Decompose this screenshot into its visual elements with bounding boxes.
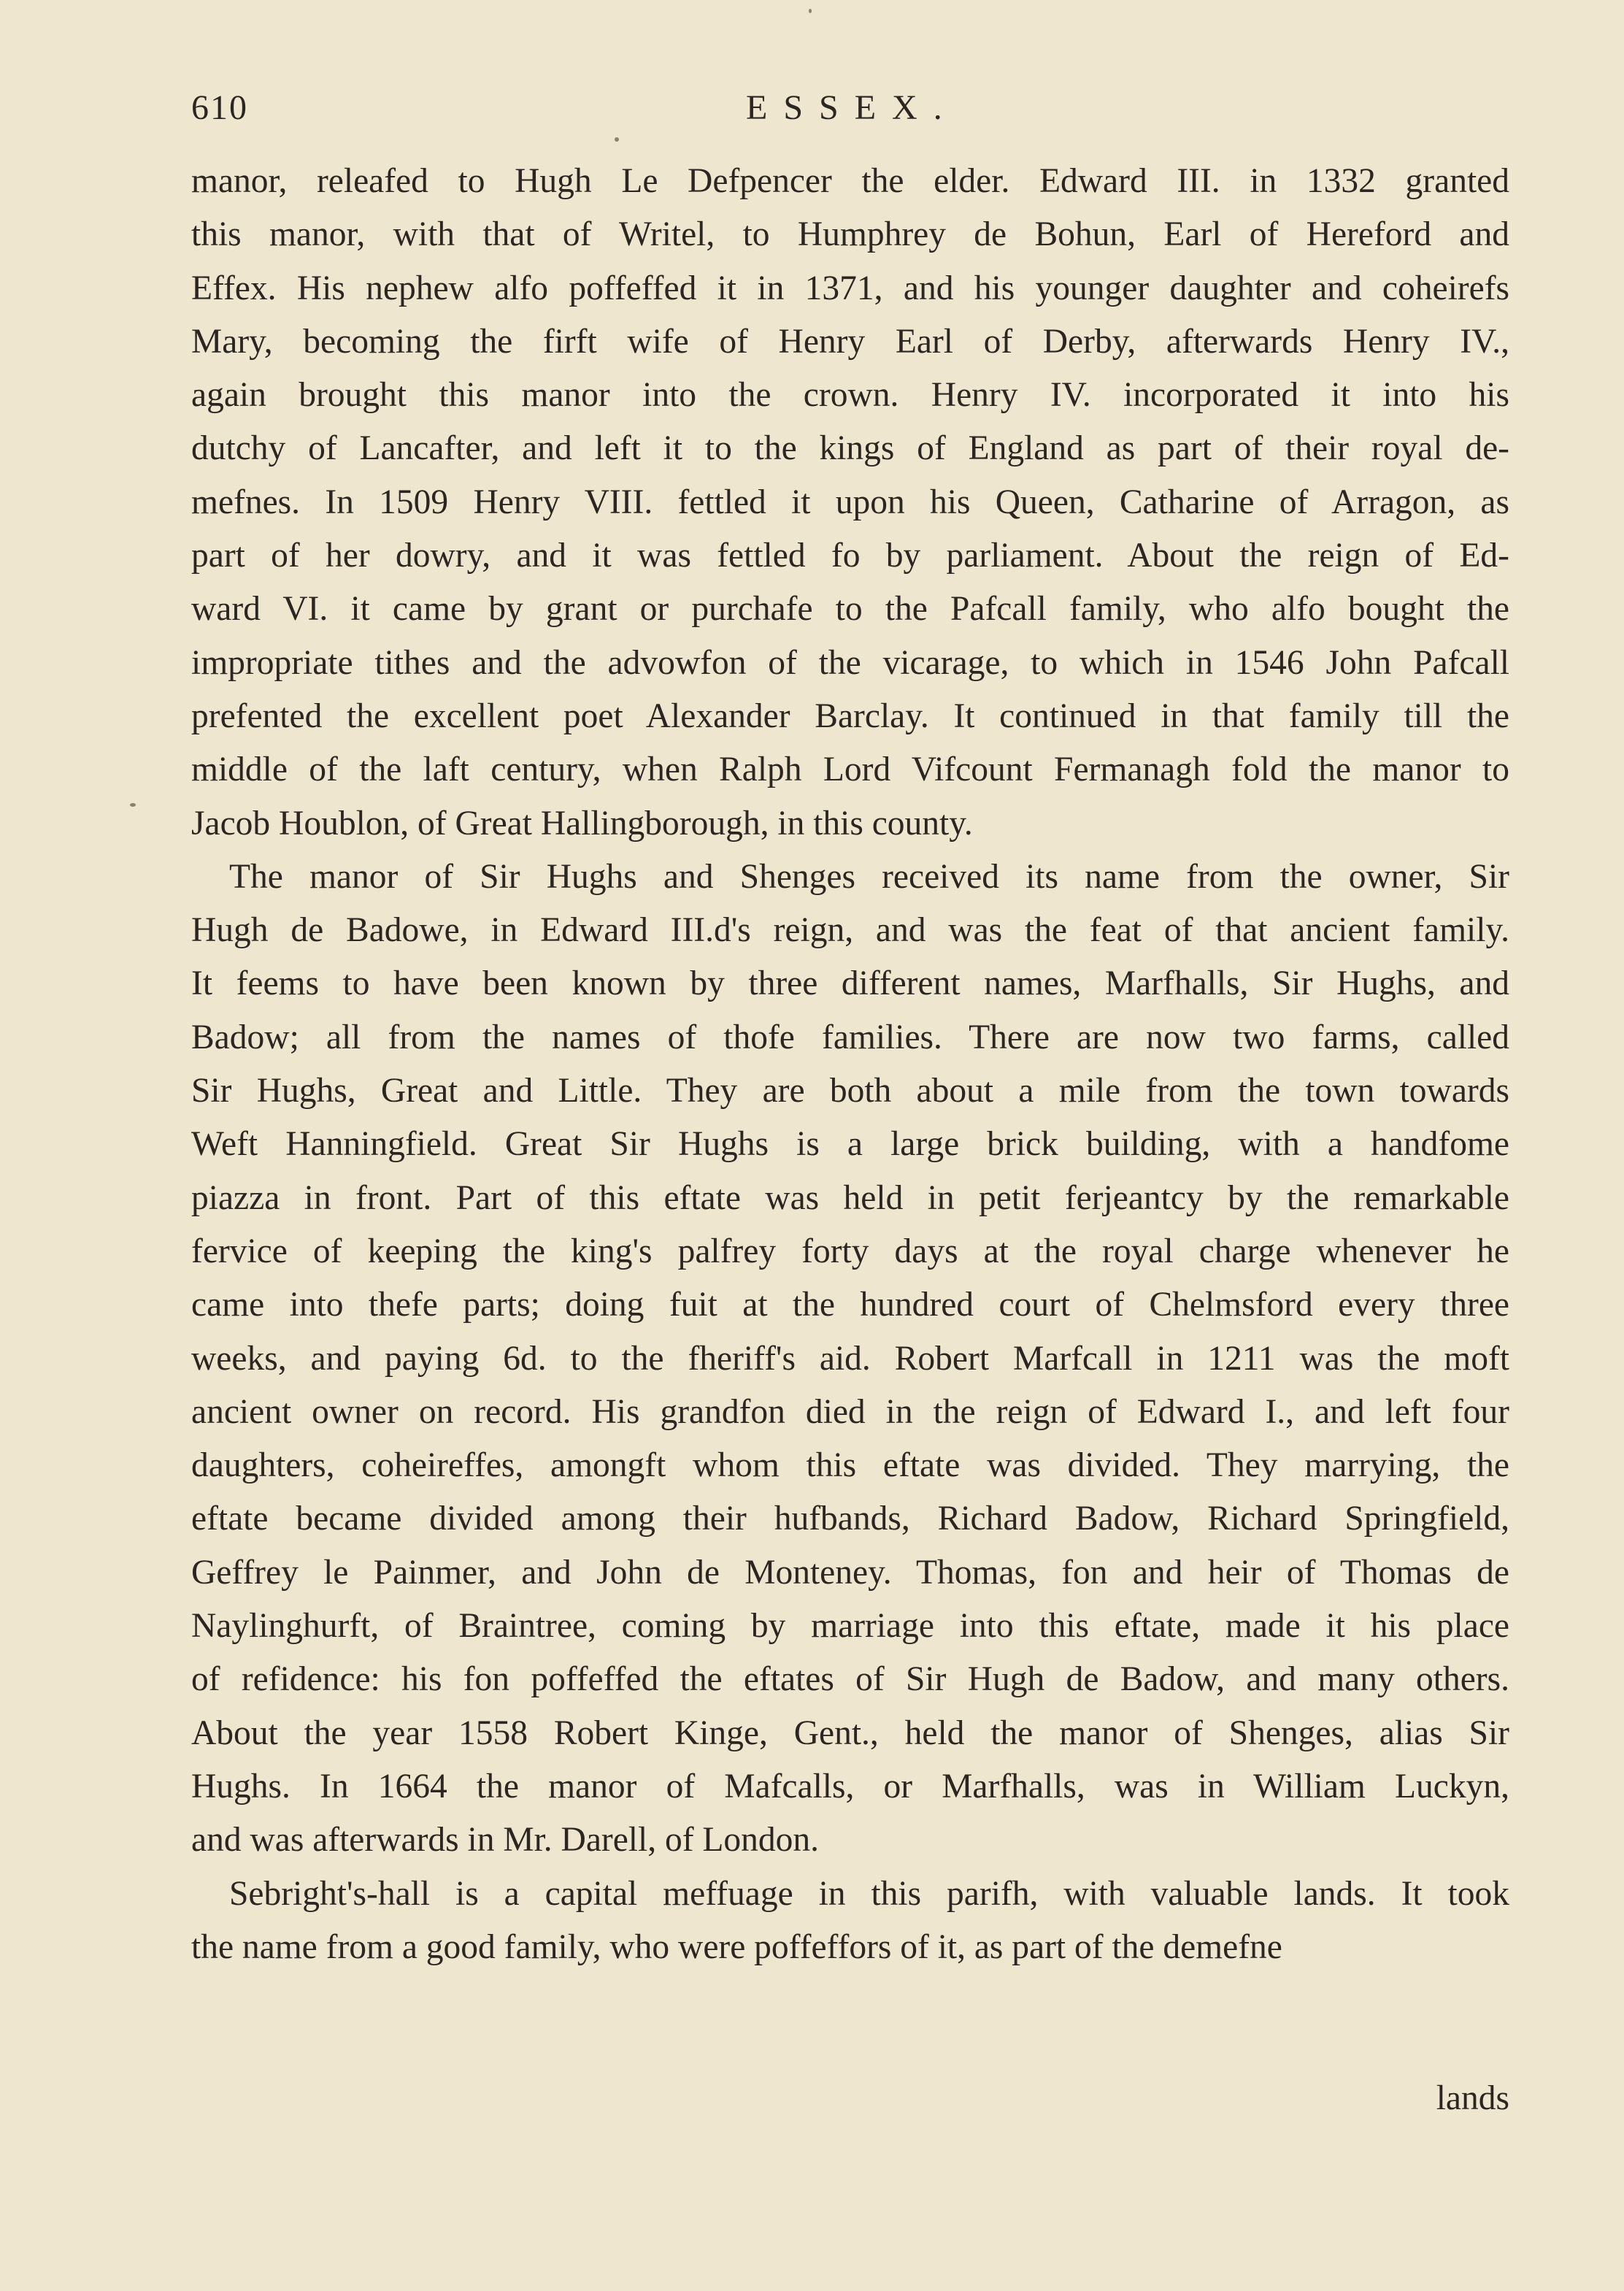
text-line: The manor of Sir Hughs and Shenges received its name from the owner, Sir (229, 857, 1509, 896)
text-line: Sir Hughs, Great and Little. They are both about a mile from the town towards (191, 1072, 1509, 1110)
text-line: It feems to have been known by three different names, Marfhalls, Sir Hughs, and (191, 964, 1509, 1003)
text-line: this manor, with that of Writel, to Humphrey de Bohun, Earl of Hereford and (191, 215, 1509, 254)
text-line: and was afterwards in Mr. Darell, of London. (191, 1821, 820, 1860)
text-line: Effex. His nephew alfo poffeffed it in 1371, and his younger daughter and coheirefs (191, 269, 1509, 307)
text-line: Jacob Houblon, of Great Hallingborough, in this county. (191, 804, 973, 843)
catchword: lands (1436, 2079, 1509, 2117)
text-line: of refidence: his fon poffeffed the eftates of Sir Hugh de Badow, and many others. (191, 1660, 1509, 1699)
text-line: weeks, and paying 6d. to the fheriff's aid. Robert Marfcall in 1211 was the moft (191, 1339, 1509, 1378)
text-line: impropriate tithes and the advowfon of the vicarage, to which in 1546 John Pafcall (191, 643, 1509, 682)
text-line: About the year 1558 Robert Kinge, Gent., held the manor of Shenges, alias Sir (191, 1714, 1509, 1752)
text-line: middle of the laft century, when Ralph Lord Vifcount Fermanagh fold the manor to (191, 751, 1509, 789)
text-line: manor, releafed to Hugh Le Defpencer the elder. Edward III. in 1332 granted (191, 162, 1509, 200)
running-title: ESSEX. (746, 88, 958, 127)
text-line: mefnes. In 1509 Henry VIII. fettled it upon his Queen, Catharine of Arragon, as (191, 483, 1509, 521)
text-line: Sebright's-hall is a capital meffuage in this parifh, with valuable lands. It took (229, 1874, 1509, 1913)
text-line: Hughs. In 1664 the manor of Mafcalls, or Marfhalls, was in William Luckyn, (191, 1767, 1509, 1805)
text-line: again brought this manor into the crown. Henry IV. incorporated it into his (191, 376, 1509, 415)
paper-speck (809, 9, 812, 13)
text-line: Badow; all from the names of thofe families. There are now two farms, called (191, 1018, 1509, 1056)
text-line: fervice of keeping the king's palfrey forty days at the royal charge whenever he (191, 1232, 1509, 1270)
text-line: dutchy of Lancafter, and left it to the kings of England as part of their royal de- (191, 429, 1509, 468)
text-line: Naylinghurft, of Braintree, coming by marriage into this eftate, made it his place (191, 1607, 1509, 1646)
text-line: the name from a good family, who were poffeffors of it, as part of the demefne (191, 1927, 1282, 1966)
text-line: piazza in front. Part of this eftate was held in petit ferjeantcy by the remarkable (191, 1178, 1509, 1217)
text-line: Hugh de Badowe, in Edward III.d's reign, and was the feat of that ancient family. (191, 911, 1509, 950)
body-text (191, 155, 1509, 1974)
paper-speck (130, 803, 136, 807)
running-head (191, 88, 1534, 131)
text-line: came into thefe parts; doing fuit at the hundred court of Chelmsford every three (191, 1286, 1509, 1324)
text-line: daughters, coheireffes, amongft whom this eftate was divided. They marrying, the (191, 1446, 1509, 1485)
text-line: ancient owner on record. His grandfon died in the reign of Edward I., and left four (191, 1392, 1509, 1431)
text-line: Mary, becoming the firft wife of Henry Earl of Derby, afterwards Henry IV., (191, 322, 1509, 361)
text-line: ward VI. it came by grant or purchafe to the Pafcall family, who alfo bought the (191, 590, 1509, 629)
text-line: prefented the excellent poet Alexander Barclay. It continued in that family till the (191, 696, 1509, 735)
paper-speck (615, 137, 619, 142)
page-number: 610 (191, 88, 248, 127)
text-line: Geffrey le Painmer, and John de Monteney. Thomas, fon and heir of Thomas de (191, 1553, 1509, 1592)
text-line: part of her dowry, and it was fettled fo by parliament. About the reign of Ed- (191, 537, 1509, 575)
text-line: Weft Hanningfield. Great Sir Hughs is a large brick building, with a handfome (191, 1125, 1509, 1164)
text-line: eftate became divided among their hufbands, Richard Badow, Richard Springfield, (191, 1500, 1509, 1538)
